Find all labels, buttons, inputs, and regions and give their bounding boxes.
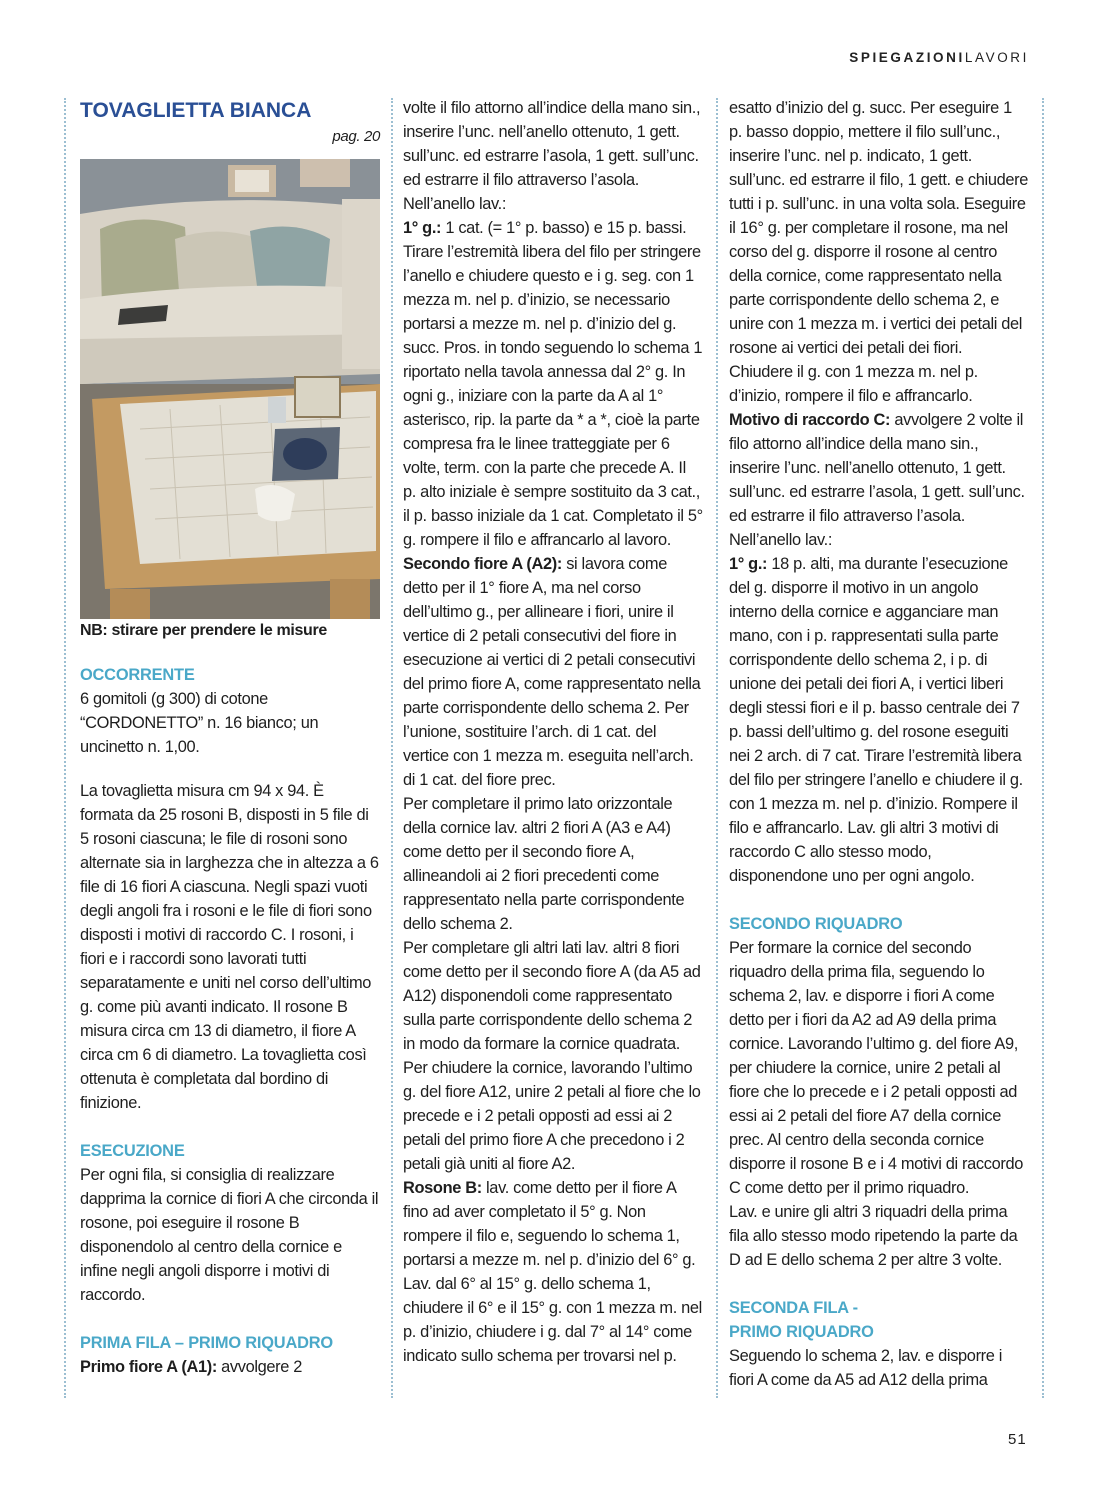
heading-seconda-fila-2: PRIMO RIQUADRO <box>729 1323 874 1341</box>
paragraph-col3-g1 <box>729 552 1029 888</box>
text-rosone: lav. come detto per il fiore A fino ad aver completato il 5° g. Non rompere il filo e, seguendo lo schema 1, portarsi a mezze m. nel p. d’inizio del 6° g. Lav. dal 6° al 15° g. dello schema 1, chiudere il 6° e il 15° g. con 1 mezza m. nel p. d’inizio, chiudere i g. dal 7° al 14° come indicato sullo schema per trovarsi nel p. <box>403 1179 702 1365</box>
heading-occorrente: OCCORRENTE <box>80 666 195 684</box>
paragraph-secondo-1: Per formare la cornice del secondo riquadro della prima fila, seguendo lo schema 2, lav. e disporre i fiori A come detto per i fiori da A2 ad A9 della prima cornice. Lavorando l’ultimo g. del fiore A9, per chiudere la cornice, unire 2 petali al fiore che lo precede e i 2 petali opposti ad essi ai 2 petali del fiore A7 della cornice prec. Al centro della seconda cornice disporre il rosone B e i 4 motivi di raccordo C come detto per il primo riquadro. <box>729 939 1023 1197</box>
column-rule <box>64 98 66 1398</box>
cushion <box>250 227 330 295</box>
heading-prima-fila: PRIMA FILA – PRIMO RIQUADRO <box>80 1334 333 1352</box>
text-g1: 1 cat. (= 1° p. basso) e 15 p. bassi. Tirare l’estremità libera del filo per stringere l’anello e chiudere questo e i g. seg. con 1 mezza m. nel p. d’inizio, se necessario portarsi a mezze m. nel p. d’inizio del g. succ. Pros. in tondo seguendo lo schema 1 riportato nella tavola annessa dal 2° g. In ogni g., iniziare con la parte da A al 1° asterisco, rip. la parte da * a *, cioè la parte compresa fra le linee tratteggiate per 6 volte, term. con la parte che precede A. Il p. alto iniziale è sempre sostituito da 3 cat., il p. basso iniziale da 1 cat. Completato il 5° g. rompere il filo e affrancarlo al lavoro. <box>403 219 703 549</box>
paragraph-primo-fiore <box>80 1355 380 1379</box>
text-primo-fiore: avvolgere 2 <box>216 1358 303 1376</box>
note: NB: stirare per prendere le misure <box>80 622 327 639</box>
page-number: 51 <box>1008 1431 1027 1448</box>
heading-esecuzione: ESECUZIONE <box>80 1142 185 1160</box>
paragraph-col2-rosone <box>403 1176 703 1368</box>
column-rule <box>716 98 718 1398</box>
column-3 <box>729 96 1029 1392</box>
label-motivo: Motivo di raccordo C: <box>729 411 891 429</box>
label-rosone: Rosone B: <box>403 1179 482 1197</box>
label-a2: Secondo fiore A (A2): <box>403 555 562 573</box>
column-2 <box>403 96 703 1368</box>
header-section: SPIEGAZIONI <box>849 50 965 65</box>
paragraph-seconda-fila: Seguendo lo schema 2, lav. e disporre i fiori A come da A5 ad A12 della prima <box>729 1347 1003 1389</box>
column-1 <box>80 96 380 1379</box>
paragraph-col2-2: Per completare il primo lato orizzontale della cornice lav. altri 2 fiori A (A3 e A4) come detto per il secondo fiore A, allineandoli ai 2 fiori precedenti come rappresentato nella parte corrispondente dello schema 2. <box>403 795 685 933</box>
paragraph-secondo-2: Lav. e unire gli altri 3 riquadri della prima fila allo stesso modo ripetendo la parte da D ad E dello schema 2 per altre 3 volte. <box>729 1203 1018 1269</box>
header-section-light: LAVORI <box>964 50 1029 65</box>
article-title: TOVAGLIETTA BIANCA <box>80 99 312 122</box>
paragraph-occorrente: 6 gomitoli (g 300) di cotone “CORDONETTO” n. 16 bianco; un uncinetto n. 1,00. <box>80 690 319 756</box>
paragraph-intro: La tovaglietta misura cm 94 x 94. È formata da 25 rosoni B, disposti in 5 file di 5 rosoni ciascuna; le file di rosoni sono alternate sia in larghezza che in altezza a 6 file di 16 fiori A ciascuna. Negli spazi vuoti degli angoli fra i rosoni e le file di fiori sono disposti i motivi di raccordo C. I rosoni, i fiori e i raccordi sono lavorati tutti separatamente e uniti nel corso dell’ultimo g. come più avanti indicato. Il rosone B misura circa cm 13 di diametro, il fiore A circa cm 6 di diametro. La tovaglietta così ottenuta è completata dal bordino di finizione. <box>80 782 379 1112</box>
heading-seconda-fila-1: SECONDA FILA - <box>729 1299 858 1317</box>
paragraph-col2-a2 <box>403 552 703 792</box>
label-primo-fiore: Primo fiore A (A1): <box>80 1358 217 1376</box>
product-photo <box>80 159 380 619</box>
page-reference: pag. 20 <box>332 128 380 145</box>
paragraph-col2-3: Per completare gli altri lati lav. altri 8 fiori come detto per il secondo fiore A (da A5 ad A12) disponendoli come rappresentato sulla parte corrispondente dello schema 2 in modo da formare la cornice quadrata. Per chiudere la cornice, lavorando l’ultimo g. del fiore A12, unire 2 petali al fiore che lo precede e i 2 petali opposti ad essi ai 2 petali del primo fiore A che precedono i 2 petali già uniti al fiore A2. <box>403 939 701 1173</box>
text-a2: si lavora come detto per il 1° fiore A, ma nel corso dell’ultimo g., per allineare i fiori, unire il vertice di 2 petali consecutivi del fiore in esecuzione ai vertici di 2 petali consecutivi del primo fiore A, come rappresentato nella parte corrispondente dello schema 2. Per l’unione, sostituire l’arch. di 1 cat. del vertice con 1 mezza m. eseguita nell’arch. di 1 cat. del fiore prec. <box>403 555 701 789</box>
paragraph-col3-motivo <box>729 408 1029 552</box>
paragraph-col3-1: esatto d’inizio del g. succ. Per eseguire 1 p. basso doppio, mettere il filo sull’unc., inserire l’unc. nel p. indicato, 1 gett. sull’unc. ed estrarre il filo, 1 gett. e chiudere tutti i p. sull’unc. in una volta sola. Eseguire il 16° g. per completare il rosone, ma nel corso del g. disporre il rosone al centro della cornice, come rappresentato nella parte corrispondente dello schema 2, e unire con 1 mezza m. i vertici dei petali del rosone ai vertici dei petali dei fiori. Chiudere il g. con 1 mezza m. nel p. d’inizio, rompere il filo e affrancarlo. <box>729 99 1028 405</box>
paragraph-esecuzione: Per ogni fila, si consiglia di realizzare dapprima la cornice di fiori A che circonda il rosone, poi eseguire il rosone B disponendolo al centro della cornice e infine negli angoli disporre i motivi di raccordo. <box>80 1166 379 1304</box>
text-motivo: avvolgere 2 volte il filo attorno all’indice della mano sin., inserire l’unc. nell’anello ottenuto, 1 gett. sull’unc. ed estrarre l’asola, 1 gett. sull’unc. ed estrarre il filo attraverso l’asola. Nell’anello lav.: <box>729 411 1025 549</box>
label-col3-g1: 1° g.: <box>729 555 768 573</box>
glass-object <box>268 397 286 423</box>
column-rule <box>391 98 393 1398</box>
running-header <box>849 50 1029 65</box>
wall-frame <box>300 159 350 187</box>
ceramic-dog <box>255 485 295 521</box>
photo-frame <box>295 377 340 417</box>
text-col3-g1: 18 p. alti, ma durante l’esecuzione del g. disporre il motivo in un angolo interno della cornice e agganciare man mano, con i p. rappresentati sulla parte corrispondente dello schema 2, i p. di unione dei petali dei fiori A, i vertici liberi degli stessi fiori e il p. basso centrale dei 7 p. bassi dell’ultimo g. del rosone eseguiti nei 2 arch. di 7 cat. Tirare l’estremità libera del filo per stringere l’anello e chiudere il g. con 1 mezza m. nel p. d’inizio. Rompere il filo e affrancarlo. Lav. gli altri 3 motivi di raccordo C allo stesso modo, disponendone uno per ogni angolo. <box>729 555 1023 885</box>
paragraph-col2-g1 <box>403 216 703 552</box>
heading-secondo-riquadro: SECONDO RIQUADRO <box>729 915 903 933</box>
column-rule <box>1042 98 1044 1398</box>
label-g1: 1° g.: <box>403 219 442 237</box>
living-room-photo <box>80 159 380 619</box>
paragraph-col2-1: volte il filo attorno all’indice della mano sin., inserire l’unc. nell’anello ottenuto, 1 gett. sull’unc. ed estrarre l’asola, 1 gett. sull’unc. ed estrarre il filo attraverso l’asola. Nell’anello lav.: <box>403 99 701 213</box>
heading-seconda-fila <box>729 1296 1029 1344</box>
